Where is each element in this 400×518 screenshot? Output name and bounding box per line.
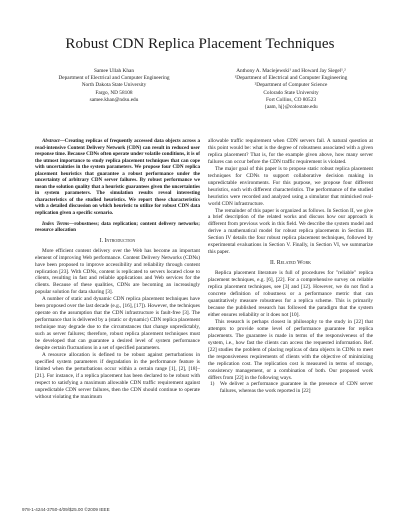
index-terms-text: —robustness; data replication; content delivery networks; resource allocation (35, 220, 200, 234)
abstract-text: —Creating replicas of frequently accessed data objects across a read-intensive Content Delivery Network (CDN) can result in reduced user response time. Because CDNs often operate under volatile conditions, it is of the utmost importance to study replica placement techniques that can cope with uncertainties in the system parameters. We propose four CDN replica placement heuristics that guarantee a robust performance under the uncertainty of arbitrary CDN server failures. By robust performance we mean the solution quality that a heuristic guarantees given the uncertainties in system parameters. The simulation results reveal interesting characteristics of the studied heuristics. We report these characteristics with a detailed discussion on which heuristic to utilize for robust CDN data replication given a specific scenario. (35, 138, 200, 217)
author-affiliation-right (206, 68, 376, 111)
abstract (35, 138, 200, 217)
list-text: We deliver a performance guarantee in the presence of CDN server failures, whereas the work reported in [22] (220, 381, 373, 395)
paragraph: Replica placement literature is full of procedures for "reliable" replica placement techniques, e.g. [6], [22]. For a comprehensive survey on reliable replica placement techniques, see [3] and [12]. However, we do not find a concrete definition of robustness or a performance metric that can quantitatively measure robustness for a replica scheme. This is primarily because the published research has followed the paradigm that the system either ensures reliability or it does not [10]. (208, 270, 373, 318)
right-column (208, 138, 373, 395)
author-affiliation-left (34, 68, 194, 104)
paper-title: Robust CDN Replica Placement Techniques (65, 36, 335, 52)
index-terms-label: Index Terms (42, 220, 70, 227)
list-item (208, 381, 373, 395)
index-terms (35, 221, 200, 234)
paragraph: A resource allocation is defined to be robust against perturbations in specified system parameters if degradation in the performance feature is limited when the perturbations occur within a certain range [1], [2], [18]–[21]. For instance, if a replica placement has been declared to be robust with respect to satisfying a maximum allowable CDN traffic requirement against unpredictable CDN server failures, then the CDN should continue to operate without violating the maximum (35, 351, 200, 400)
author-city: Fort Collins, CO 80523 (265, 96, 317, 103)
author-email: {aam, hj}@colostate.edu (264, 104, 318, 111)
section-heading-related-work: II. Related Work (270, 260, 311, 267)
author-dept-2: ²Department of Computer Science (254, 82, 328, 89)
author-name: Samee Ullah Khan (93, 68, 134, 74)
paragraph: The major goal of this paper is to propose static robust replica placement techniques for CDNs to support collaborative decision making in unpredictable environments. For this purpose, we propose four different heuristics, each with different characteristics. The performance of the studied heuristics were recorded and analyzed using a simulator that mimicked real-world CDN infrastructure. (208, 165, 373, 207)
author-dept-1: ¹Department of Electrical and Computer Engineering (234, 75, 348, 82)
paragraph: A number of static and dynamic CDN replica placement techniques have been proposed over the last decade (e.g., [16], [17]). However, the techniques operate on the assumption that the CDN infrastructure is fault-free [3]. The performance that is delivered by a (static or dynamic) CDN replica placement technique may degrade due to the circumstances that change unpredictably, such as server failures; therefore, robust replica placement techniques must be developed that can guarantee a desired level of system performance despite certain fluctuations in a set of specified parameters. (35, 296, 200, 351)
author-university: Colorado State University (263, 89, 319, 96)
copyright-footer: 978-1-4244-3750-4/09/$25.00 ©2009 IEEE (22, 507, 110, 512)
author-dept: Department of Electrical and Computer Engineering (58, 75, 170, 82)
author-email: samee.khan@ndsu.edu (89, 96, 139, 103)
list-number: 1) (210, 381, 215, 388)
paragraph: The remainder of this paper is organized as follows. In Section II, we give a brief description of the related works and discuss how our approach is different from previous work in this field. We describe the system model and derive a mathematical model for robust replica placements in Section III. Section IV details the four robust replica placement techniques, followed by experimental evaluations in Section V. Finally, in Section VI, we summarize this paper. (208, 207, 373, 256)
author-city: Fargo, ND 58108 (95, 89, 133, 96)
author-names: Anthony A. Maciejewski¹ and Howard Jay Siegel¹,² (236, 68, 346, 74)
left-column (35, 138, 200, 401)
paragraph: More efficient content delivery over the Web has become an important element of improving Web performance. Content Delivery Networks (CDNs) have been proposed to improve accessibility and reliability through content replication [23]. With CDNs, content is replicated to servers located close to clients, resulting in fast and reliable applications and Web services for the clients. Because of these qualities, CDNs are becoming an increasingly popular solution for data sharing [3]. (35, 247, 200, 296)
section-heading-introduction: I. Introduction (99, 237, 136, 244)
paragraph: allowable traffic requirement when CDN servers fail. A natural question at this point would be: what is the degree of robustness associated with a given replica placement? That is, for the example given above, how many server failures can occur before the CDN traffic requirement is violated. (208, 138, 373, 165)
abstract-label: Abstract (42, 138, 60, 144)
author-university: North Dakota State University (81, 82, 147, 89)
author-block (0, 68, 400, 130)
paragraph: This research is perhaps closest in philosophy to the study in [22] that attempts to provide some level of performance guarantee for replica placements. The guarantee is made in terms of the responsiveness of the system, i.e., how fast the clients can access the requested information. Ref. [22] studies the problem of placing replicas of data objects in CDNs to meet the responsiveness requirements of clients with the objective of minimizing the replication cost. The replication cost is measured in terms of storage, consistency management, or a combination of both. Our proposed work differs from [22] in the following ways. (208, 318, 373, 381)
